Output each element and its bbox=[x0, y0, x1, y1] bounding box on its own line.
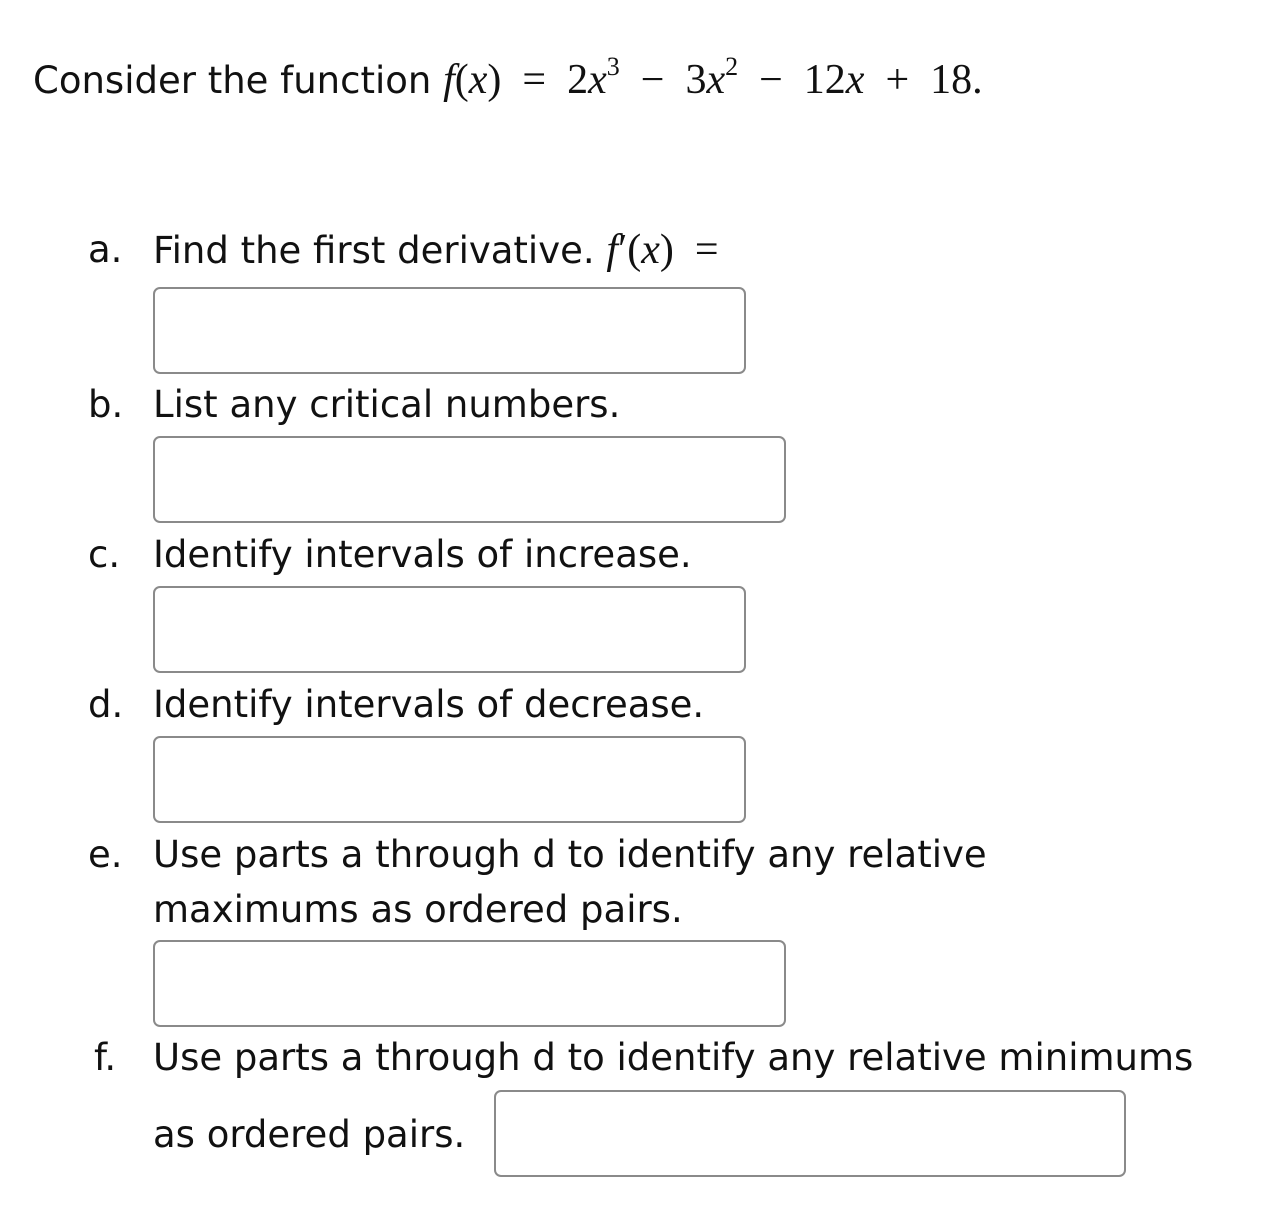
part-e-line2: maximums as ordered pairs. bbox=[153, 888, 683, 931]
part-d-letter: d. bbox=[88, 683, 124, 726]
math-lp: ( bbox=[454, 57, 469, 103]
math-op: + bbox=[885, 57, 910, 103]
math-exp: 3 bbox=[606, 52, 620, 81]
math-prime: ′ bbox=[618, 227, 628, 273]
math-x: x bbox=[641, 227, 660, 273]
math-exp: 2 bbox=[725, 52, 739, 81]
math-const: 18. bbox=[930, 57, 983, 103]
math-x: x bbox=[468, 57, 488, 103]
math-coef: 2 bbox=[567, 57, 589, 103]
answer-d-box bbox=[153, 736, 746, 823]
answer-f-input[interactable] bbox=[496, 1092, 1124, 1175]
answer-d-input[interactable] bbox=[155, 738, 744, 821]
math-f: f bbox=[606, 227, 619, 273]
answer-c-input[interactable] bbox=[155, 588, 744, 671]
math-var: x bbox=[845, 57, 865, 103]
math-coef: 3 bbox=[685, 57, 707, 103]
math-op: − bbox=[640, 57, 665, 103]
part-e-line1: Use parts a through d to identify any relative bbox=[153, 833, 987, 876]
answer-a-box bbox=[153, 287, 746, 374]
answer-b-input[interactable] bbox=[155, 438, 784, 521]
math-coef: 12 bbox=[803, 57, 846, 103]
part-b-text: List any critical numbers. bbox=[153, 383, 621, 426]
part-b-letter: b. bbox=[88, 383, 124, 426]
part-a-letter: a. bbox=[88, 228, 123, 271]
part-e-letter: e. bbox=[88, 833, 123, 876]
part-f-letter: f. bbox=[94, 1036, 117, 1079]
intro-statement bbox=[33, 52, 983, 105]
part-c-text: Identify intervals of increase. bbox=[153, 533, 692, 576]
math-var: x bbox=[706, 57, 726, 103]
math-eq: = bbox=[694, 227, 719, 273]
part-d-text: Identify intervals of decrease. bbox=[153, 683, 705, 726]
part-c-letter: c. bbox=[88, 533, 121, 576]
math-f: f bbox=[443, 57, 455, 103]
part-a-prompt bbox=[153, 226, 719, 275]
math-op: − bbox=[759, 57, 783, 103]
answer-b-box bbox=[153, 436, 786, 523]
math-eq: = bbox=[522, 57, 547, 103]
answer-e-box bbox=[153, 940, 786, 1027]
part-a-text: Find the first derivative. bbox=[153, 229, 595, 272]
function-formula bbox=[443, 52, 983, 103]
answer-a-input[interactable] bbox=[155, 289, 744, 372]
part-f-line1: Use parts a through d to identify any relative minimums bbox=[153, 1036, 1194, 1079]
math-var: x bbox=[588, 57, 607, 103]
math-rp: ) bbox=[487, 57, 502, 103]
part-f-line2: as ordered pairs. bbox=[153, 1113, 466, 1156]
answer-e-input[interactable] bbox=[155, 942, 784, 1025]
math-lp: ( bbox=[627, 227, 642, 273]
math-rp: ) bbox=[659, 227, 674, 273]
intro-text: Consider the function bbox=[33, 59, 432, 102]
answer-c-box bbox=[153, 586, 746, 673]
answer-f-box bbox=[494, 1090, 1126, 1177]
